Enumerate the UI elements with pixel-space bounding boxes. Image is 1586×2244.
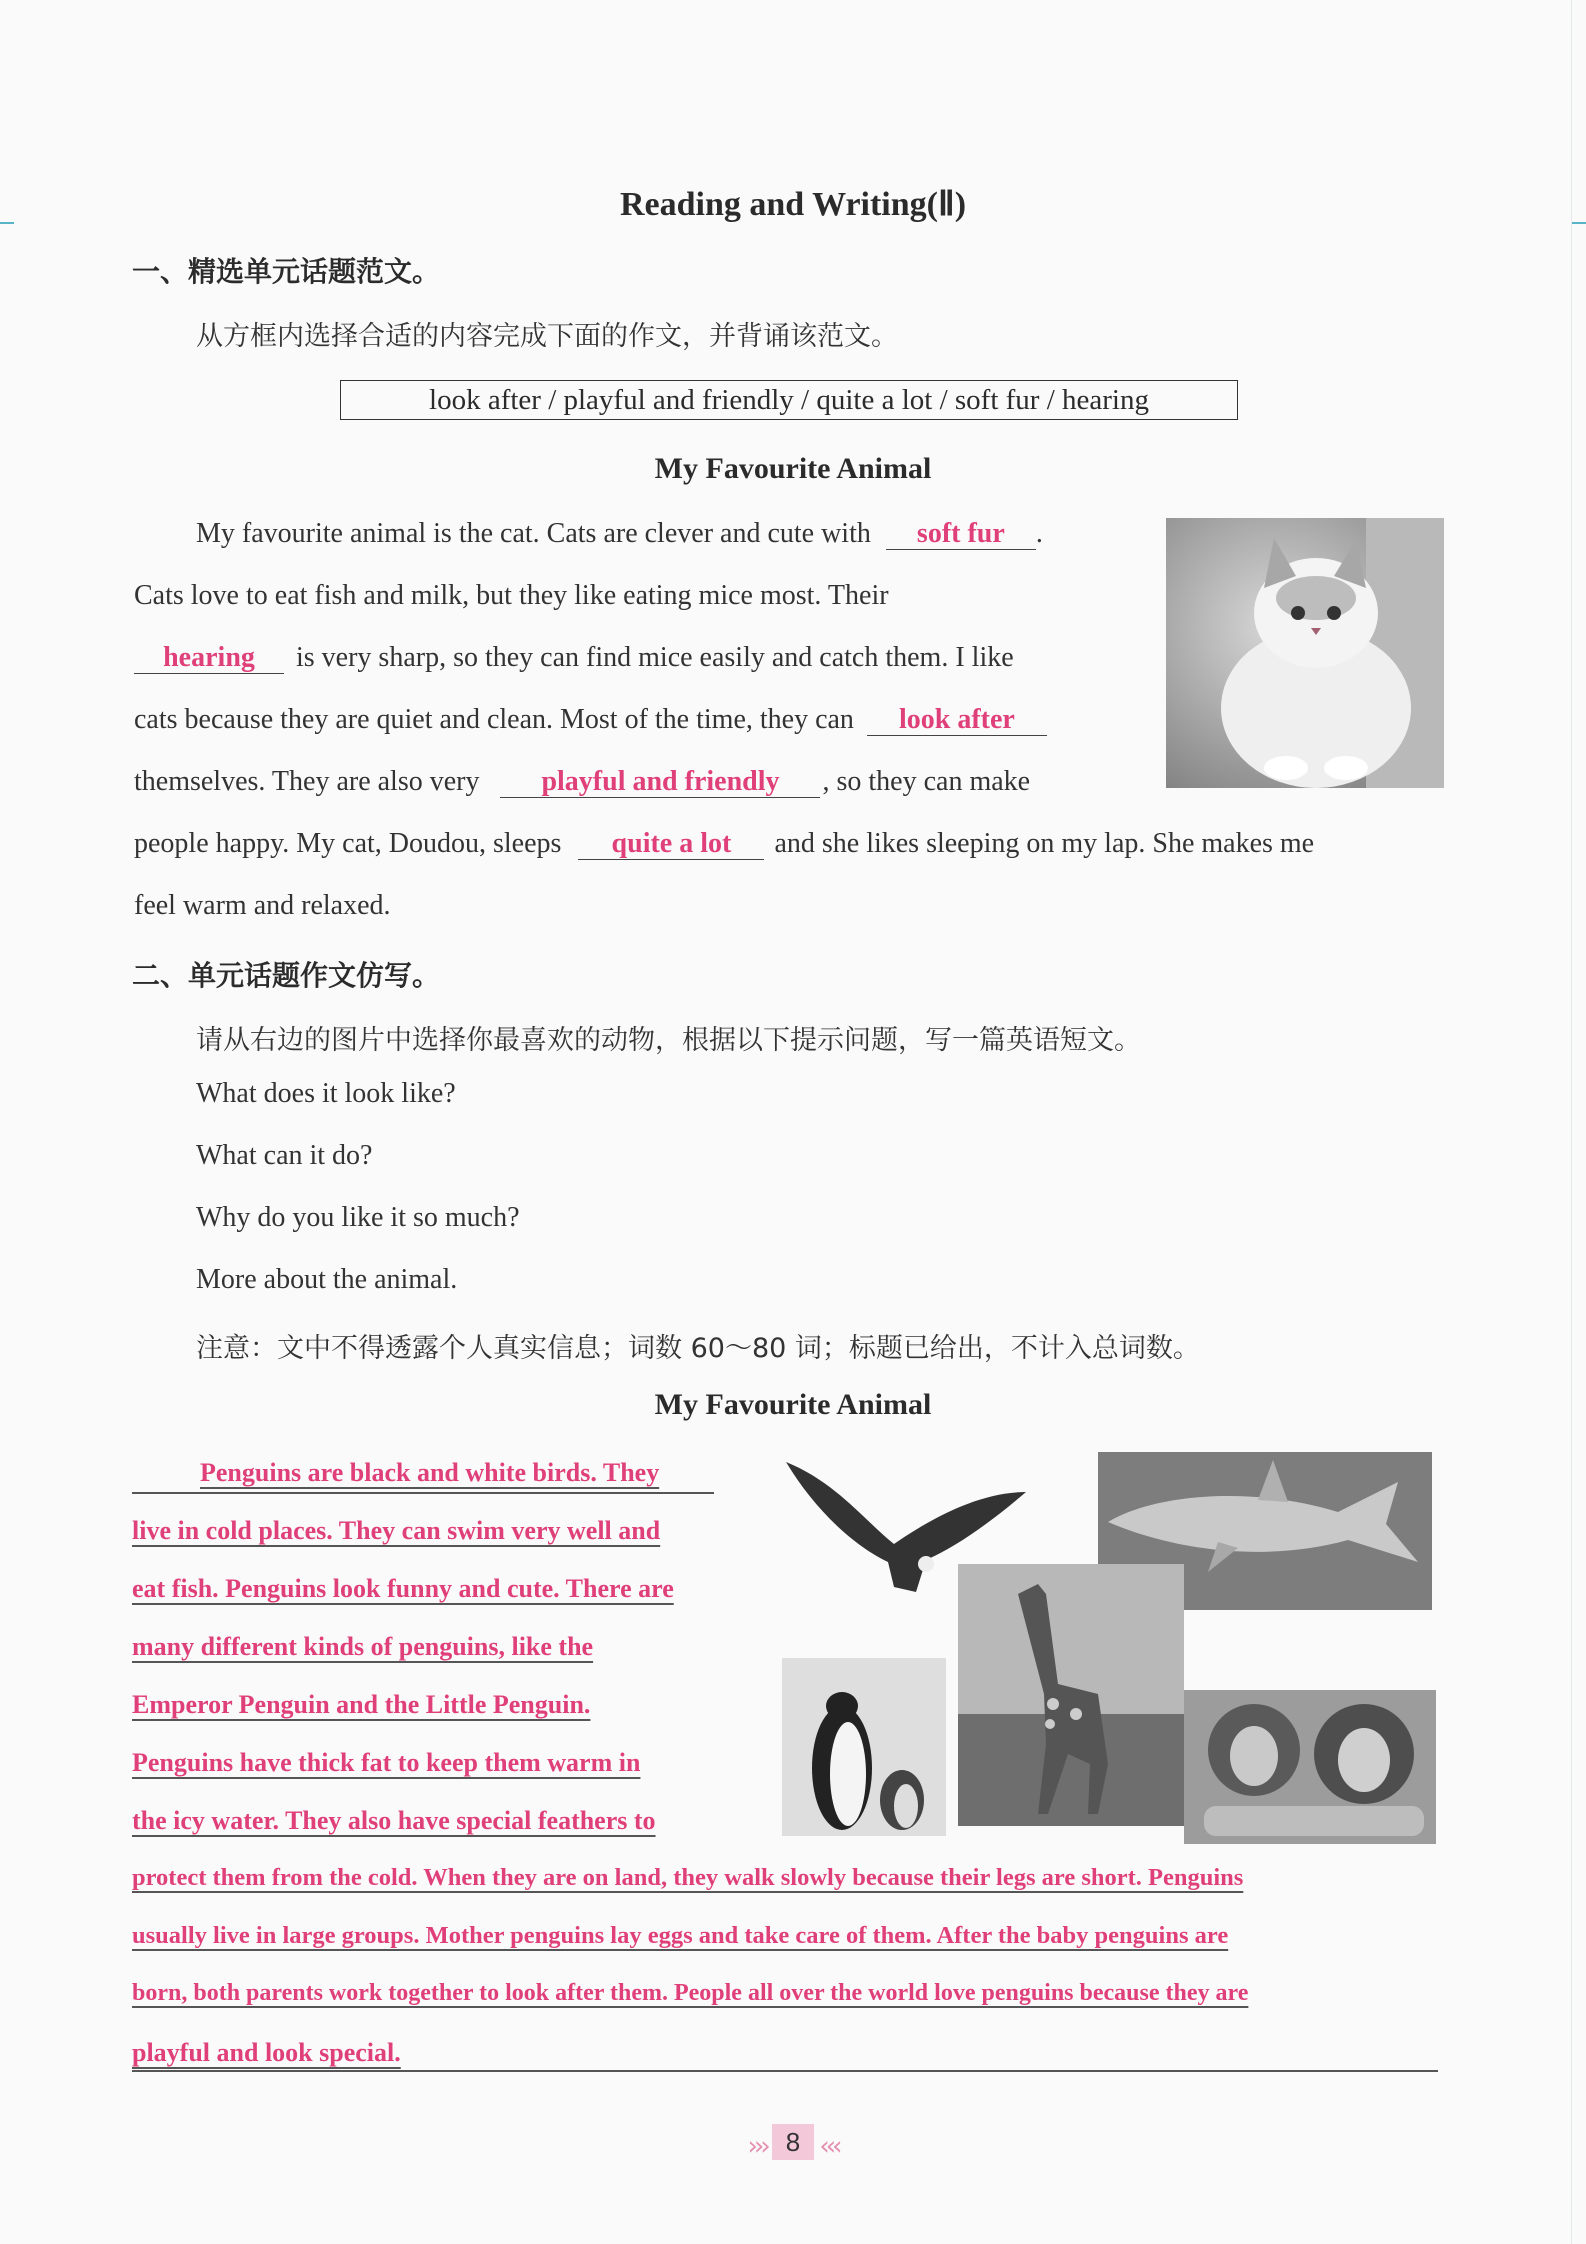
lions-photo	[1184, 1690, 1436, 1844]
prompt-question: More about the animal.	[196, 1264, 458, 1295]
page-title: Reading and Writing(Ⅱ)	[619, 186, 967, 223]
section2-note: 注意：文中不得透露个人真实信息；词数 60～80 词；标题已给出，不计入总词数。	[196, 1333, 1200, 1364]
essay1-line-6	[134, 828, 1314, 860]
prompt-question: Why do you like it so much?	[196, 1202, 520, 1233]
section2-heading: 二、单元话题作文仿写。	[132, 959, 441, 992]
answer-line: playful and look special.	[132, 2038, 401, 2067]
essay2-title: My Favourite Animal	[654, 1388, 932, 1421]
essay1-text: people happy. My cat, Doudou, sleeps	[134, 828, 562, 859]
answer-line: live in cold places. They can swim very well and	[132, 1516, 661, 1545]
prompt-question: What can it do?	[196, 1140, 373, 1171]
penguin-photo	[782, 1658, 946, 1836]
essay1-text: cats because they are quiet and clean. Most of the time, they can	[134, 704, 854, 735]
essay1-text: themselves. They are also very	[134, 766, 480, 797]
answer-line: many different kinds of penguins, like the	[132, 1632, 594, 1661]
word-box: look after / playful and friendly / quite a lot / soft fur / hearing	[340, 380, 1238, 420]
essay1-line-5	[134, 766, 1030, 798]
cat-photo	[1166, 518, 1444, 788]
chevron-right-icon: ›››	[747, 2131, 767, 2162]
essay1-text: is very sharp, so they can find mice easily and catch them. I like	[296, 642, 1014, 673]
answer-line: Penguins have thick fat to keep them warm in	[132, 1748, 641, 1777]
essay1-line-4	[134, 704, 1047, 736]
essay1-line-3	[134, 642, 1014, 674]
section2-instruction: 请从右边的图片中选择你最喜欢的动物，根据以下提示问题，写一篇英语短文。	[196, 1025, 1141, 1056]
blank-playful-friendly: playful and friendly	[500, 767, 820, 798]
prompt-question: What does it look like?	[196, 1078, 456, 1109]
essay1-text: My favourite animal is the cat. Cats are clever and cute with	[196, 518, 871, 549]
answer-line: usually live in large groups. Mother penguins lay eggs and take care of them. After the baby penguins are	[132, 1922, 1229, 1949]
essay1-title: My Favourite Animal	[654, 452, 932, 485]
essay1-text: and she likes sleeping on my lap. She makes me	[774, 828, 1315, 859]
blank-look-after: look after	[867, 705, 1047, 736]
giraffe-photo	[958, 1564, 1184, 1826]
answer-line: the icy water. They also have special feathers to	[132, 1806, 656, 1835]
essay1-line-1	[196, 518, 1043, 550]
answer-line: eat fish. Penguins look funny and cute. There are	[132, 1574, 674, 1603]
right-edge-line	[1571, 0, 1572, 2244]
essay1-text: .	[1035, 518, 1043, 549]
answer-rule	[132, 2070, 1438, 2072]
blank-soft-fur: soft fur	[886, 519, 1036, 550]
essay1-line-7: feel warm and relaxed.	[134, 890, 391, 921]
answer-line: Emperor Penguin and the Little Penguin.	[132, 1690, 591, 1719]
essay1-text: , so they can make	[822, 766, 1031, 797]
answer-line: Penguins are black and white birds. They	[200, 1458, 660, 1487]
section1-instruction: 从方框内选择合适的内容完成下面的作文，并背诵该范文。	[196, 321, 898, 352]
page-number: 8	[772, 2124, 814, 2160]
answer-rule	[132, 1492, 714, 1494]
chevron-left-icon: ‹‹‹	[819, 2131, 839, 2162]
blank-quite-a-lot: quite a lot	[578, 829, 764, 860]
section1-heading: 一、精选单元话题范文。	[132, 255, 441, 288]
page-number-area	[0, 2124, 1586, 2162]
answer-line: protect them from the cold. When they are on land, they walk slowly because their legs are short. Penguins	[132, 1864, 1244, 1891]
answer-line: born, both parents work together to look after them. People all over the world love penguins because they are	[132, 1980, 1249, 2006]
blank-hearing: hearing	[134, 643, 284, 674]
essay1-line-2: Cats love to eat fish and milk, but they like eating mice most. Their	[134, 580, 889, 611]
